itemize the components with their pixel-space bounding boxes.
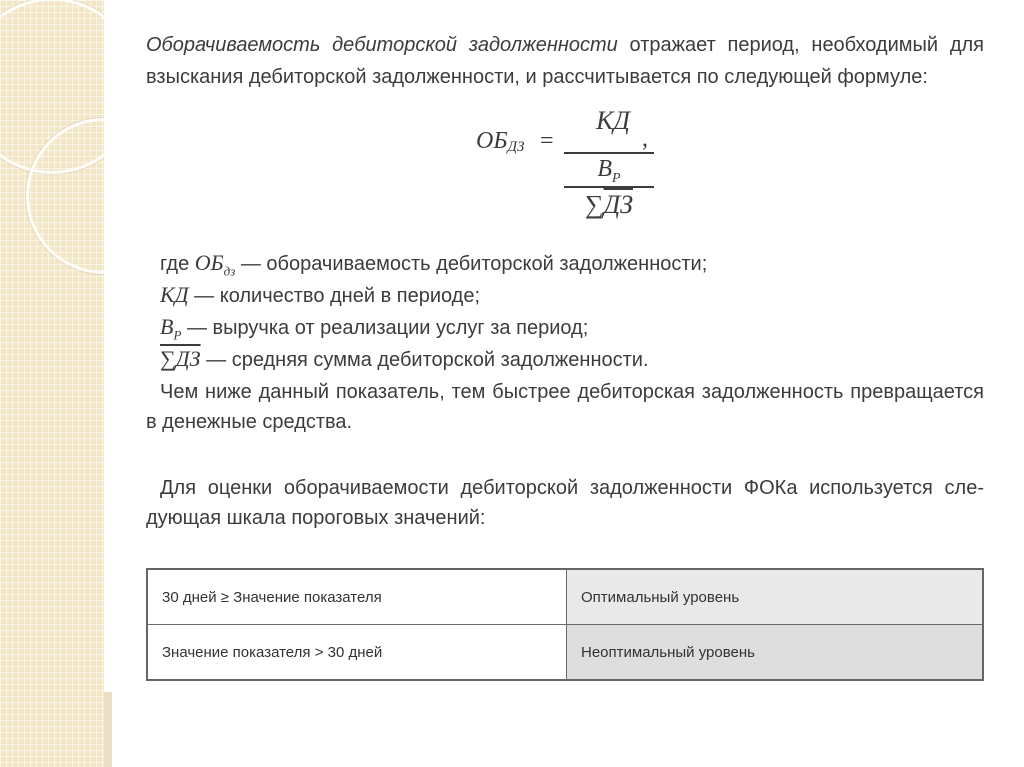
turnover-formula bbox=[476, 106, 716, 226]
table-row bbox=[147, 625, 983, 681]
definition-vr: $В_Р$ — выручка от реализации услуг за период; bbox=[160, 314, 589, 343]
decorative-side-panel bbox=[0, 0, 104, 767]
formula-numerator: КД bbox=[596, 106, 630, 135]
definition-sum-dz: ∑ДЗ — средняя сумма дебиторской задолженности. bbox=[160, 346, 649, 371]
definition-obdz: где $ОБ_{дз}$ — оборачиваемость дебиторской задолженности; bbox=[160, 250, 708, 279]
decorative-strip bbox=[104, 692, 112, 767]
condition-cell: Значение показателя > 30 дней bbox=[147, 625, 567, 681]
inner-fraction-bar bbox=[564, 186, 654, 188]
formula-denominator-bottom: ∑ДЗ bbox=[585, 190, 633, 219]
table-row bbox=[147, 569, 983, 625]
intro-line-2: взыскания дебиторской задолженности, и рассчитывается по следующей формуле: bbox=[146, 66, 928, 88]
conclusion-line-1: Чем ниже данный показатель, тем быстрее дебиторская задолженность превращается bbox=[160, 381, 984, 403]
intro-line-1 bbox=[146, 30, 984, 60]
definitions-list bbox=[160, 247, 980, 375]
formula-comma: , bbox=[642, 126, 648, 152]
conclusion-line-2: в денежные средства. bbox=[146, 411, 353, 433]
formula-equals: = bbox=[540, 128, 554, 154]
intro-term: Оборачиваемость дебиторской задолженности bbox=[146, 34, 618, 56]
intro-line-1-rest: отражает период, необходимый для bbox=[629, 34, 984, 56]
level-cell: Неоптимальный уровень bbox=[567, 625, 984, 681]
conclusion-paragraph bbox=[146, 377, 984, 437]
level-cell: Оптимальный уровень bbox=[567, 569, 984, 625]
scale-intro-line-2: дующая шкала пороговых значений: bbox=[146, 507, 486, 529]
definition-kd: КД — количество дней в периоде; bbox=[160, 282, 481, 307]
formula-lhs: $ОБ_{ДЗ}$ bbox=[476, 128, 525, 155]
threshold-scale-table bbox=[146, 568, 984, 681]
formula-denominator-top: $В_Р$ bbox=[597, 156, 621, 186]
scale-intro-paragraph bbox=[146, 473, 984, 533]
condition-cell: 30 дней ≥ Значение показателя bbox=[147, 569, 567, 625]
scale-intro-line-1: Для оценки оборачиваемости дебиторской задолженности ФОКа используется сле- bbox=[160, 477, 984, 499]
